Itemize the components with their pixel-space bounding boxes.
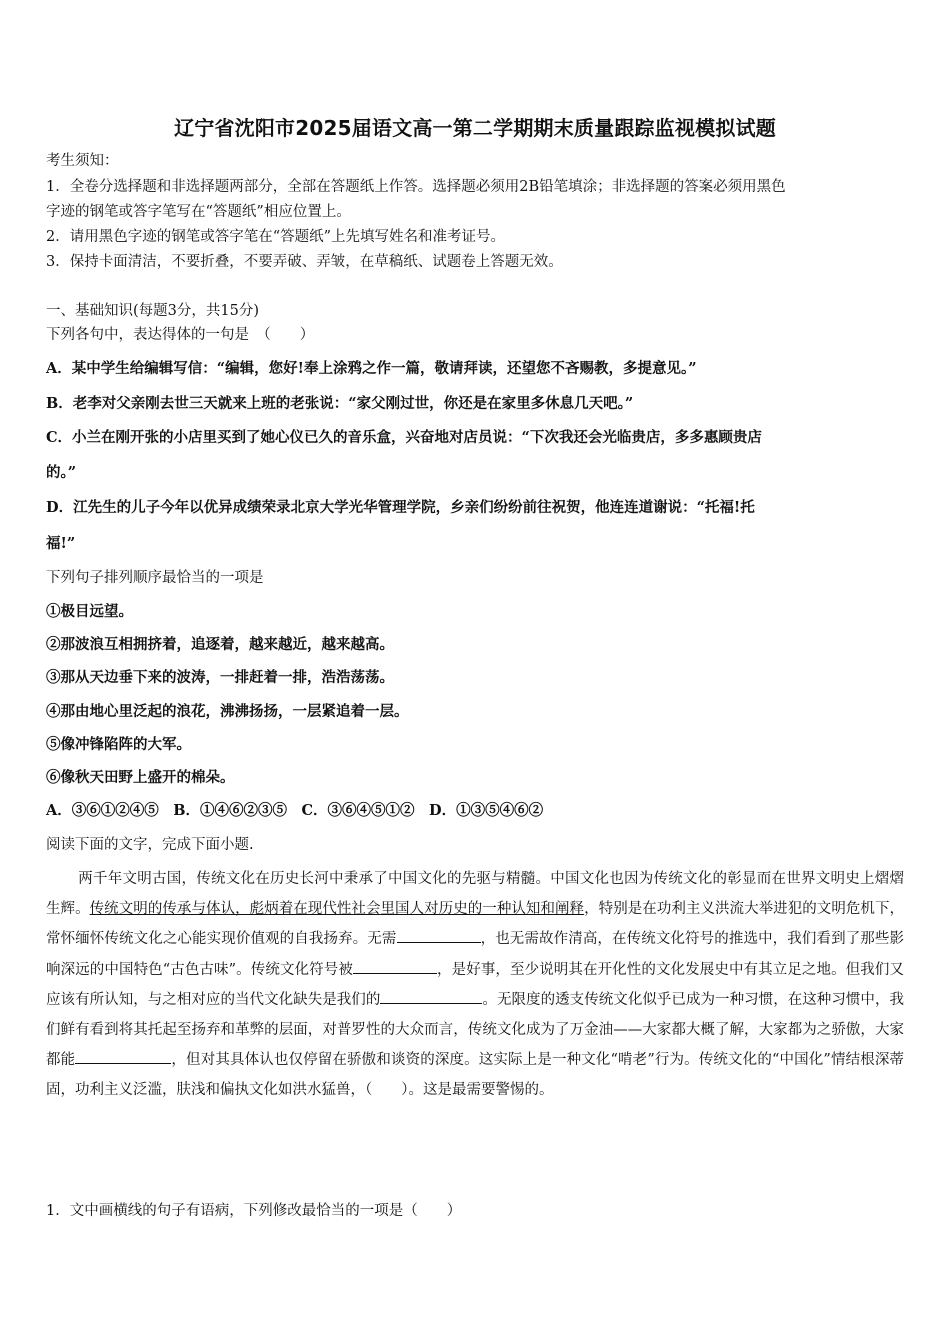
question-1-option-c-cont: 的。”: [46, 464, 77, 481]
notice-item-3: 3．保持卡面清洁，不要折叠，不要弄破、弄皱，在草稿纸、试题卷上答题无效。: [46, 254, 563, 270]
sentence-2: ②那波浪互相拥挤着，追逐着，越来越近，越来越高。: [46, 636, 394, 653]
sentence-4: ④那由地心里泛起的浪花，沸沸扬扬，一层紧追着一层。: [46, 703, 409, 720]
reading-passage: [46, 864, 904, 1106]
fill-blank-3[interactable]: [380, 989, 482, 1004]
notice-item-2: 2．请用黑色字迹的钢笔或答字笔在“答题纸”上先填写姓名和准考证号。: [46, 229, 506, 245]
notice-heading: 考生须知：: [46, 153, 119, 169]
passage-text-5: 。无限度的透支传统文化似乎已成为一种习惯，在这种习惯中，我们鲜有看到将其托起至扬弃和革弊的层面，对普罗性的大众而言，传统文化成为了万金油——大家都大概了解，大家都为之骄傲，大家都能: [46, 991, 905, 1069]
question-1-option-d-cont: 福!”: [46, 535, 76, 552]
passage-underlined-sentence: 传统文明的传承与体认，彪炳着在现代性社会里国人对历史的一种认知和阐释: [89, 901, 585, 918]
passage-text-6: ，但对其具体认也仅停留在骄傲和谈资的深度。这实际上是一种文化“啃老”行为。传统文化的“中国化”情结根深蒂固，功利主义泛滥，肤浅和偏执文化如洪水猛兽，（ ）。这是最需要警惕的。: [46, 1052, 904, 1099]
question-2-options: A．③⑥①②④⑤ B．①④⑥②③⑤ C．③⑥④⑤①② D．①③⑤④⑥②: [46, 802, 544, 819]
question-2-stem: 下列句子排列顺序最恰当的一项是: [46, 570, 264, 586]
reading-question-1-stem: 1．文中画横线的句子有语病，下列修改最恰当的一项是（ ）: [46, 1203, 462, 1219]
notice-item-1-cont: 字迹的钢笔或答字笔写在“答题纸”相应位置上。: [46, 204, 351, 220]
page-title: 辽宁省沈阳市2025届语文高一第二学期期末质量跟踪监视模拟试题: [174, 116, 776, 140]
fill-blank-4[interactable]: [75, 1049, 171, 1064]
sentence-6: ⑥像秋天田野上盛开的棉朵。: [46, 769, 235, 786]
question-1-option-c: C．小兰在刚开张的小店里买到了她心仪已久的音乐盒，兴奋地对店员说：“下次我还会光临贵店，多多惠顾贵店: [46, 429, 762, 446]
question-1-option-d: D．江先生的儿子今年以优异成绩荣录北京大学光华管理学院，乡亲们纷纷前往祝贺，他连连道谢说：“托福!托: [46, 499, 755, 516]
sentence-3: ③那从天边垂下来的波涛，一排赶着一排，浩浩荡荡。: [46, 669, 394, 686]
section-heading: 一、基础知识(每题3分，共15分): [46, 303, 259, 319]
question-1-option-a: A．某中学生给编辑写信：“编辑，您好!奉上涂鸦之作一篇，敬请拜读，还望您不吝赐教，多提意见。”: [46, 360, 697, 377]
notice-item-1: 1．全卷分选择题和非选择题两部分，全部在答题纸上作答。选择题必须用2B铅笔填涂；非选择题的答案必须用黑色: [46, 179, 786, 195]
passage-text-3: ，也无需故作清高，在传统文化符号的推选中，我们看到了那些影响深远的中国特色“古色古味”。传统文化符号被: [46, 931, 905, 978]
reading-intro: 阅读下面的文字，完成下面小题.: [46, 837, 254, 853]
sentence-5: ⑤像冲锋陷阵的大军。: [46, 736, 191, 753]
passage-text-4: ，是好事，至少说明其在开化性的文化发展史中有其立足之地。但我们又应该有所认知，与之相对应的当代文化缺失是我们的: [46, 961, 904, 1008]
question-1-option-b: B．老李对父亲刚去世三天就来上班的老张说：“家父刚过世，你还是在家里多休息几天吧。”: [46, 395, 634, 412]
sentence-1: ①极目远望。: [46, 603, 133, 620]
question-1-stem: 下列各句中，表达得体的一句是 （ ）: [46, 327, 315, 343]
passage-text-1: 两千年文明古国，传统文化在历史长河中秉承了中国文化的先驱与精髓。中国文化也因为传统文化的彰显而在世界文明史上熠熠生辉。: [46, 871, 904, 918]
fill-blank-1[interactable]: [397, 928, 481, 943]
passage-text-2: ，特别是在功利主义洪流大举进犯的文明危机下，常怀缅怀传统文化之心能实现价值观的自我扬弃。无需: [46, 901, 905, 948]
fill-blank-2[interactable]: [353, 959, 437, 974]
